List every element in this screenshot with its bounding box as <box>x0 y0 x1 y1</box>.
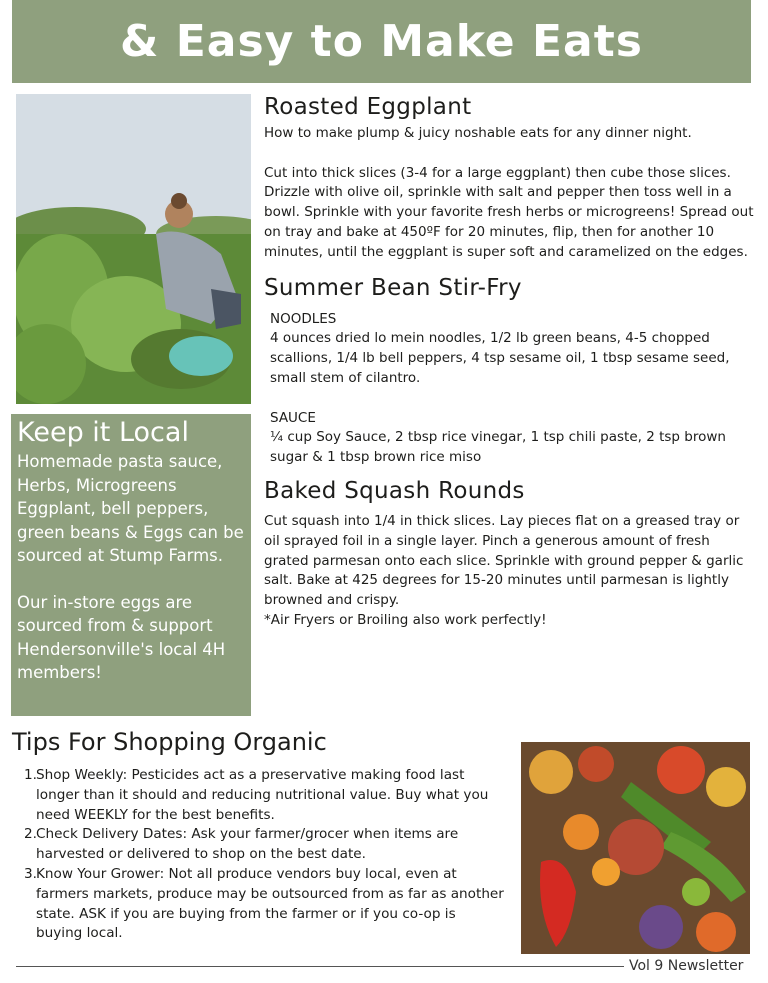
sauce-ingredients: ¼ cup Soy Sauce, 2 tbsp rice vinegar, 1 tsp chili paste, 2 tsp brown sugar & 1 tbsp brown rice miso <box>270 429 726 466</box>
keep-it-local-box <box>11 414 251 716</box>
tip-number: 3. <box>24 865 37 882</box>
stirfry-title: Summer Bean Stir-Fry <box>264 274 522 301</box>
eggplant-intro: How to make plump & juicy noshable eats for any dinner night. <box>264 125 692 141</box>
squash-steps: Cut squash into 1/4 in thick slices. Lay pieces flat on a greased tray or oil sprayed foil in a single layer. Pinch a generous amount of fresh grated parmesan onto each slice. Sprinkle with ground pepper & garlic salt. Bake at 425 degrees for 15-20 minutes until parmesan is lightly browned and crispy. <box>264 512 744 609</box>
tip-item <box>16 865 504 944</box>
page-title: & Easy to Make Eats <box>120 16 643 67</box>
tip-text: Ask your farmer/grocer when items are harvested or delivered to shop on the best date. <box>36 826 459 863</box>
header-banner <box>12 0 751 83</box>
tip-text: Not all produce vendors buy local, even at farmers markets, produce may be outsourced from as far as another state. ASK if you are buying from the farmer or if you co-op is buying local. <box>36 865 504 942</box>
garden-photo <box>16 94 251 404</box>
tip-item <box>16 825 504 865</box>
vegetables-illustration <box>521 742 750 954</box>
recipes-column <box>264 90 754 631</box>
garden-illustration <box>16 94 251 404</box>
footer-volume: Vol 9 Newsletter <box>629 958 744 974</box>
tips-list <box>16 766 504 944</box>
keep-it-local-text: Homemade pasta sauce, Herbs, Microgreens Eggplant, bell peppers, green beans & Eggs can be sourced at Stump Farms. <box>17 452 244 565</box>
keep-it-local-title: Keep it Local <box>17 417 189 448</box>
eggplant-steps: Cut into thick slices (3-4 for a large eggplant) then cube those slices. Drizzle with olive oil, sprinkle with salt and pepper then toss well in a bowl. Sprinkle with your favorite fresh herbs or microgreens! Spread out on tray and bake at 450ºF for 20 minutes, flip, then for another 10 minutes, until the eggplant is super soft and caramelized on the edges. <box>264 164 754 260</box>
tip-number: 2. <box>24 826 37 843</box>
eggplant-title: Roasted Eggplant <box>264 94 472 120</box>
tip-number: 1. <box>24 767 37 783</box>
sauce-label: SAUCE <box>270 409 316 426</box>
tips-title: Tips For Shopping Organic <box>12 728 327 756</box>
tip-lead: Shop Weekly: <box>36 767 128 783</box>
vegetables-photo <box>521 742 750 954</box>
tip-item <box>16 766 504 825</box>
tip-lead: Check Delivery Dates: <box>36 826 188 843</box>
squash-title: Baked Squash Rounds <box>264 477 525 504</box>
noodles-label: NOODLES <box>270 310 337 327</box>
noodles-ingredients: 4 ounces dried lo mein noodles, 1/2 lb green beans, 4-5 chopped scallions, 1/4 lb bell peppers, 4 tsp sesame oil, 1 tbsp sesame seed, small stem of cilantro. <box>270 330 730 386</box>
tip-text: Pesticides act as a preservative making food last longer than it should and reducing nutritional value. Buy what you need WEEKLY for the best benefits. <box>36 767 489 823</box>
tip-lead: Know Your Grower: <box>36 865 165 882</box>
keep-it-local-eggs-text: Our in-store eggs are sourced from & support Hendersonville's local 4H members! <box>17 592 226 682</box>
stirfry-body <box>264 310 754 468</box>
footer-divider <box>16 966 624 967</box>
squash-note: *Air Fryers or Broiling also work perfectly! <box>264 611 547 628</box>
